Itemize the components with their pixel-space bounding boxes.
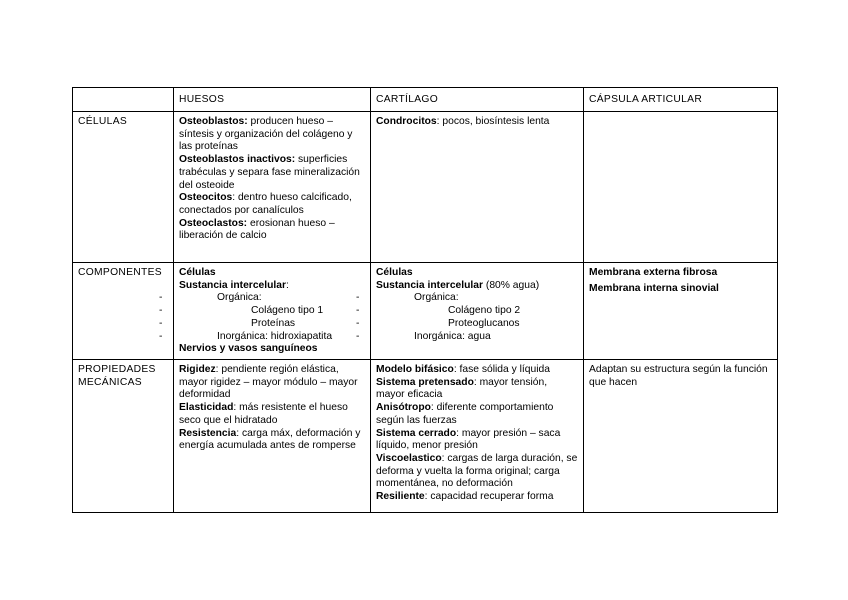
entry: [179, 364, 365, 402]
cell-celulas-huesos: [174, 112, 371, 263]
entry-term: Rigidez: [179, 364, 216, 375]
entry: [376, 377, 578, 402]
entry-text: : fase sólida y líquida: [453, 364, 550, 375]
entry-term: Modelo bifásico: [376, 364, 454, 375]
row-propiedades: [73, 360, 778, 513]
inorganic-item: - Inorgánica: agua: [376, 331, 578, 344]
entry-text: : pendiente región elástica, mayor rigidez – mayor módulo – mayor deformidad: [179, 364, 358, 401]
entry-term: Resiliente: [376, 491, 425, 503]
capsule-membrane: Membrana interna sinovial: [589, 282, 719, 294]
organic-subitem: - Proteínas: [179, 318, 365, 331]
entry-term: Osteocitos: [179, 192, 233, 204]
comparison-table: [72, 87, 778, 513]
entry-term: Anisótropo: [376, 402, 431, 414]
row-componentes: [73, 263, 778, 360]
row-label-propiedades: PROPIEDADES MECÁNICAS: [73, 360, 174, 513]
row-label-componentes: COMPONENTES: [73, 263, 174, 360]
header-huesos: HUESOS: [174, 88, 371, 112]
substance-term: Sustancia intercelular: [376, 279, 484, 291]
entry-term: Sistema pretensado: [376, 376, 474, 388]
inorganic-item: - Inorgánica: hidroxiapatita: [179, 331, 365, 344]
cell-propiedades-huesos: [174, 360, 371, 513]
components-substance: [179, 280, 365, 293]
header-cell-empty: [73, 88, 174, 112]
entry: [376, 453, 578, 491]
header-row: [73, 88, 778, 112]
entry-text: : mayor presión – saca líquido, menor presión: [376, 427, 561, 452]
cell-propiedades-cartilago: [371, 360, 584, 513]
cell-componentes-huesos: [174, 263, 371, 360]
organic-subitem: - Colágeno tipo 2: [376, 305, 578, 318]
entry: [179, 402, 365, 427]
entry: [179, 154, 365, 192]
components-cells: Células: [179, 267, 216, 278]
entry-term: Sistema cerrado: [376, 427, 457, 439]
entry-text: : diferente comportamiento según las fuerzas: [376, 402, 554, 426]
entry: [376, 364, 578, 377]
entry: [376, 402, 578, 427]
entry-text: : carga máx, deformación y energía acumulada antes de romperse: [179, 427, 361, 452]
cell-celulas-capsula: [584, 112, 778, 263]
entry-text: : dentro hueso calcificado, conectados por canalículos: [179, 192, 352, 216]
cell-componentes-cartilago: [371, 263, 584, 360]
cell-celulas-cartilago: [371, 112, 584, 263]
entry-text: : capacidad recuperar forma: [424, 491, 554, 503]
components-substance: [376, 280, 578, 293]
entry-term: Resistencia: [179, 427, 237, 439]
row-label-celulas: CÉLULAS: [73, 112, 174, 263]
entry-text: : pocos, biosíntesis lenta: [436, 116, 550, 127]
organic-item: - Orgánica:: [179, 292, 365, 305]
entry-text: : más resistente el hueso seco que el hidratado: [179, 402, 348, 426]
entry: [376, 428, 578, 453]
components-cells: Células: [376, 267, 413, 278]
entry-term: Osteoclastos:: [179, 217, 248, 229]
entry: [179, 428, 365, 453]
entry-term: Elasticidad: [179, 402, 234, 414]
substance-list: [376, 292, 578, 343]
substance-list: [179, 292, 365, 343]
substance-term: Sustancia intercelular: [179, 279, 287, 291]
entry-term: Viscoelastico: [376, 452, 442, 464]
entry-term: Osteoblastos:: [179, 116, 248, 127]
row-celulas: [73, 112, 778, 263]
capsule-membrane: Membrana externa fibrosa: [589, 267, 718, 278]
entry-text: : mayor tensión, mayor eficacia: [376, 376, 548, 401]
entry-text: superficies trabéculas y separa fase mineralización del osteoide: [179, 154, 360, 191]
entry: [179, 192, 365, 217]
header-cartilago: CARTÍLAGO: [371, 88, 584, 112]
entry: [179, 116, 365, 154]
cell-propiedades-capsula: Adaptan su estructura según la función que hacen: [584, 360, 778, 513]
cell-componentes-capsula: [584, 263, 778, 360]
organic-item: - Orgánica:: [376, 292, 578, 305]
entry-text: erosionan hueso – liberación de calcio: [179, 217, 335, 242]
entry: [376, 491, 578, 504]
substance-text: :: [286, 279, 289, 291]
entry-term: Condrocitos: [376, 116, 437, 127]
entry-text: producen hueso – síntesis y organización del colágeno y las proteínas: [179, 116, 353, 153]
entry: [376, 116, 578, 129]
organic-subitem: - Colágeno tipo 1: [179, 305, 365, 318]
entry-term: Osteoblastos inactivos:: [179, 154, 296, 166]
organic-subitem: - Proteoglucanos: [376, 318, 578, 331]
header-capsula: CÁPSULA ARTICULAR: [584, 88, 778, 112]
entry: [179, 218, 365, 243]
substance-text: (80% agua): [483, 279, 540, 291]
entry-text: : cargas de larga duración, se deforma y vuelta la forma original; carga momentánea, no deformación: [376, 452, 578, 490]
components-nerves: Nervios y vasos sanguíneos: [179, 343, 318, 355]
